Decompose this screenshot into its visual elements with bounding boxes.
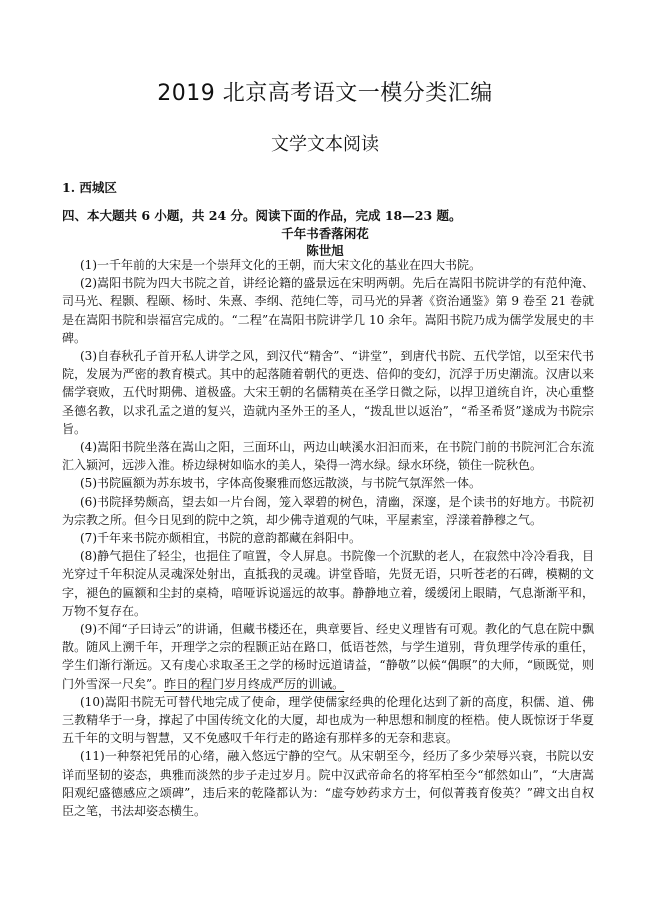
article-title: 千年书香落闲花	[281, 226, 369, 241]
paragraph-11: (11)一种祭祀凭吊的心绪，融入悠远宁静的空气。从宋朝至今，经历了多少荣辱兴衰，书院以安详而坚韧的姿态，典雅而淡然的步子走过岁月。院中汉武帝命名的将军柏至今“郁然如山”，“大唐嵩阳观纪盛德感应之颂碑”，违后来的乾隆都认为：“虚夸妙药求方士，何似菁莪育俊英？”碑文出自权臣之笔，书法却姿态横生。	[62, 749, 594, 819]
paragraph-7: (7)千年来书院亦颇相宜，书院的意韵都藏在斜阳中。	[80, 531, 362, 546]
paragraph-6: (6)书院择势颇高，望去如一片台阁，笼入翠碧的树色，清幽，深邃，是个读书的好地方。书院初为宗教之所。但今日见到的院中之筑，却少佛寺道观的气味，平屋素室，浮漾着静穆之气。	[62, 494, 594, 527]
article-body	[62, 256, 594, 820]
paragraph-3: (3)自春秋孔子首开私人讲学之风，到汉代“精舍”、“讲堂”，到唐代书院、五代学馆，以至宋代书院，发展为严密的教育模式。其中的起落随着朝代的更迭、倍仰的变幻，沉浮于历史潮流。汉唐以来儒学衰败，五代时期佛、道极盛。大宋王朝的名儒精英在圣学日微之际，以捍卫道统自许，决心重整圣德名教，以求孔孟之道的复兴，造就内圣外王的圣人，“拨乱世以返治”，“希圣希贤”遂成为书院宗旨。	[62, 349, 594, 436]
question-instruction: 四、本大题共 6 小题，共 24 分。阅读下面的作品，完成 18—23 题。	[62, 208, 462, 223]
section-heading: 1. 西城区	[62, 180, 117, 195]
underlined-sentence: 昨日的程门岁月终成严厉的训诫。	[164, 676, 345, 691]
document-title: 2019 北京高考语文一模分类汇编	[157, 81, 493, 106]
paragraph-2: (2)嵩阳书院为四大书院之首，讲经论籍的盛景远在宋明两朝。先后在嵩阳书院讲学的有范仲淹、司马光、程颢、程颐、杨时、朱熹、李纲、范纯仁等，司马光的异著《资治通鉴》第 9 卷至 21 卷就是在嵩阳书院和崇福宫完成的。“二程”在嵩阳书院讲学几 10 余年。嵩阳书院乃成为儒学发展史的丰碑。	[62, 276, 594, 345]
paragraph-10: (10)嵩阳书院无可替代地完成了使命，理学使儒家经典的伦理化达到了新的高度，积儒、道、佛三教精华于一身，撑起了中国传统文化的大厦，却也成为一种思想和制度的桎梏。使人既惊讶于华夏五千年的文明与智慧，又不免感叹千年行走的路途有那样多的无奈和悲哀。	[62, 694, 594, 746]
paragraph-9	[62, 620, 594, 693]
document-subtitle: 文学文本阅读	[271, 134, 379, 155]
paragraph-5: (5)书院匾额为苏东坡书，字体高俊聚雅而悠远散淡，与书院气氛浑然一体。	[80, 476, 482, 491]
paragraph-9-text: (9)不闻“子曰诗云”的讲诵，但藏书楼还在，典章要旨、经史义理皆有可观。教化的气息在院中飘散。随风上溯千年，开理学之宗的程颢正站在路口，低语苍然，与学生道别，背负理学传承的重任，学生们渐行渐远。又有虔心求取圣王之学的杨时远道请益，“静敬”以候“偶暝”的大师，“顾既觉，则门外雪深一尺矣”。	[62, 622, 594, 691]
paragraph-1: (1)一千年前的大宋是一个崇拜文化的王朝，而大宋文化的基业在四大书院。	[80, 258, 482, 272]
article-author: 陈世旭	[306, 243, 344, 258]
paragraph-4: (4)嵩阳书院坐落在嵩山之阳，三面环山，两边山峡溪水汩汩而来，在书院门前的书院河汇合东流汇入颍河，远涉入淮。桥边绿树如临水的美人，染得一湾水绿。绿水环绕，锁住一院秋色。	[62, 440, 594, 473]
paragraph-8: (8)静气挹住了轻尘，也挹住了喧置，令人屏息。书院像一个沉默的老人，在寂然中冷冷看我，目光穿过千年积淀从灵魂深处射出，直抵我的灵魂。讲堂昏暗，先贤无语，只听苍老的石碑，模糊的文字，褪色的匾额和尘封的桌椅，喑哑诉说遥远的故事。静静地立着，缓缓闭上眼睛，气息渐渐平和，万物不复存在。	[62, 549, 594, 618]
